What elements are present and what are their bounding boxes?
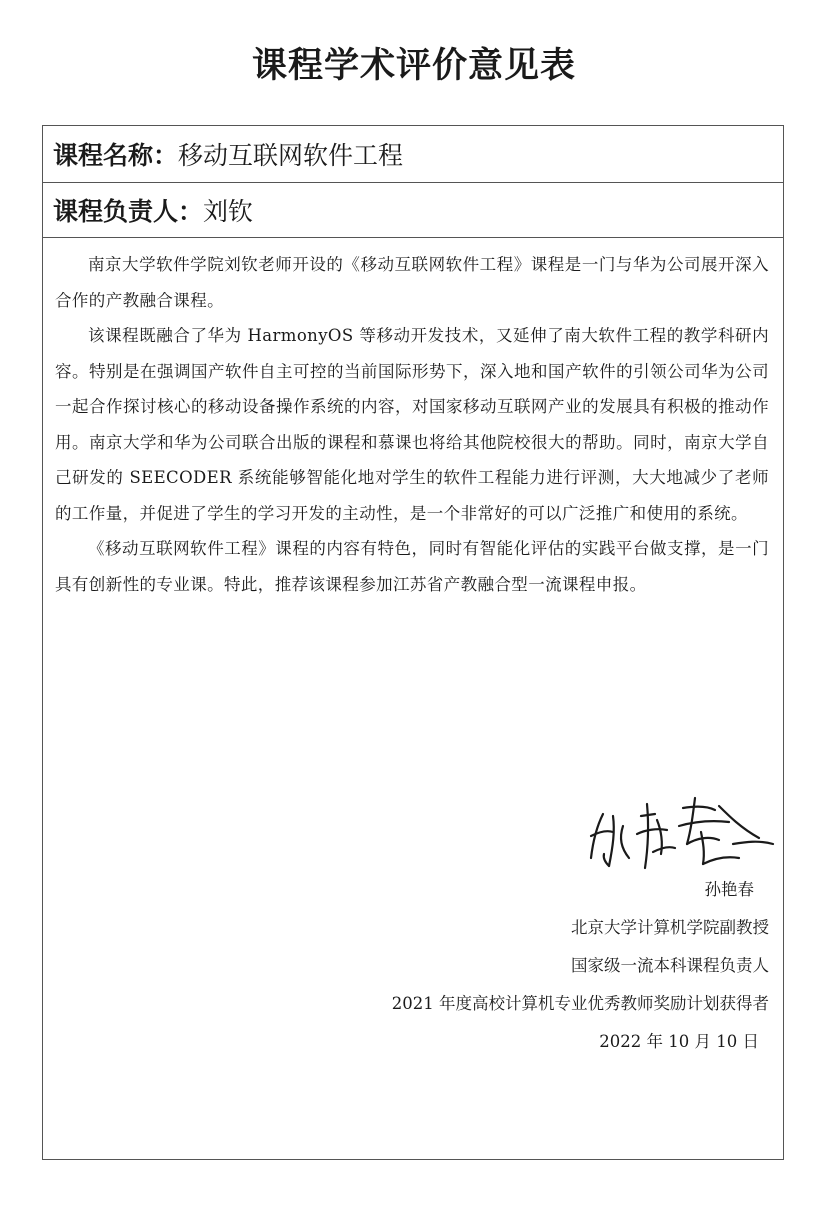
signer-honor: 2021 年度高校计算机专业优秀教师奖励计划获得者: [391, 994, 769, 1013]
handwritten-signature: [583, 786, 783, 876]
page-title: 课程学术评价意见表: [251, 46, 576, 86]
evaluation-paragraph: 《移动互联网软件工程》课程的内容有特色，同时有智能化评估的实践平台做支撑，是一门具有创新性的专业课。特此，推荐该课程参加江苏省产教融合型一流课程申报。: [55, 539, 769, 594]
course-name-row: [43, 126, 783, 183]
signer-info: [392, 871, 769, 1061]
sign-date: 2022 年 10 月 10 日: [599, 1032, 759, 1051]
evaluation-paragraph: 南京大学软件学院刘钦老师开设的《移动互联网软件工程》课程是一门与华为公司展开深入合作的产教融合课程。: [55, 255, 769, 310]
course-lead-label: 课程负责人：: [53, 197, 204, 226]
course-name-label: 课程名称：: [53, 141, 179, 170]
signer-position: 北京大学计算机学院副教授: [571, 918, 769, 937]
course-lead-row: [43, 183, 783, 238]
course-lead-value: 刘钦: [203, 197, 254, 226]
course-name-value: 移动互联网软件工程: [178, 141, 404, 170]
evaluation-form: [42, 125, 784, 1160]
evaluation-body: [43, 238, 783, 602]
signer-honor: 国家级一流本科课程负责人: [571, 956, 769, 975]
evaluation-paragraph: 该课程既融合了华为 HarmonyOS 等移动开发技术，又延伸了南大软件工程的教学科研内容。特别是在强调国产软件自主可控的当前国际形势下，深入地和国产软件的引领公司华为公司一起合作探讨核心的移动设备操作系统的内容，对国家移动互联网产业的发展具有积极的推动作用。南京大学和华为公司联合出版的课程和慕课也将给其他院校很大的帮助。同时，南京大学自己研发的 SEECODER 系统能够智能化地对学生的软件工程能力进行评测，大大地减少了老师的工作量，并促进了学生的学习开发的主动性，是一个非常好的可以广泛推广和使用的系统。: [55, 326, 769, 523]
signer-name: 孙艳春: [704, 880, 754, 899]
